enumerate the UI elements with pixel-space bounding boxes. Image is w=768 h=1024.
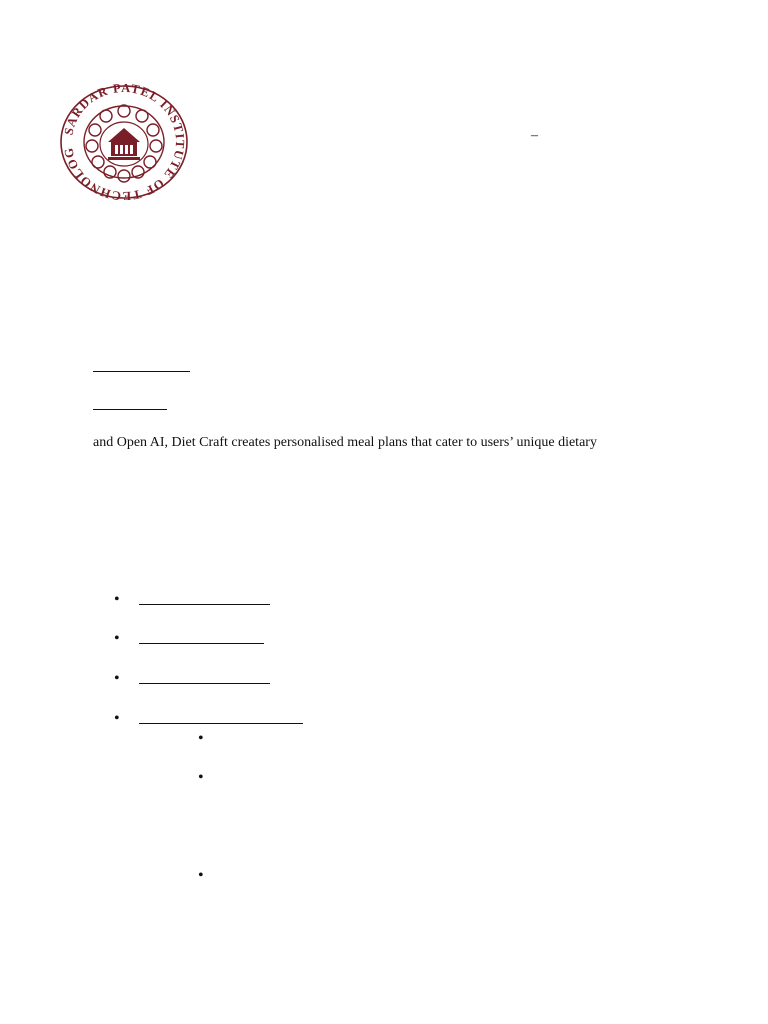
body-paragraph-line: and Open AI, Diet Craft creates personalised meal plans that cater to users’ unique dietary [93,435,597,450]
institute-seal-icon [58,84,190,200]
list-bullet: • [114,591,120,608]
sub-list-bullet: • [198,769,204,786]
list-bullet: • [114,630,120,647]
list-bullet: • [114,670,120,687]
institute-logo [58,84,190,200]
list-item-underline [139,604,270,605]
sub-list-bullet: • [198,730,204,747]
list-item-underline [139,643,264,644]
list-item-underline [139,723,303,724]
sub-list-bullet: • [198,867,204,884]
list-item-underline [139,683,270,684]
subheading-underline [93,409,167,410]
heading-underline [93,371,190,372]
seal-ring-text: SARDAR PATEL INSTITUTE OF TECHNOLOG [61,84,188,200]
header-dash: – [531,128,538,143]
list-bullet: • [114,710,120,727]
